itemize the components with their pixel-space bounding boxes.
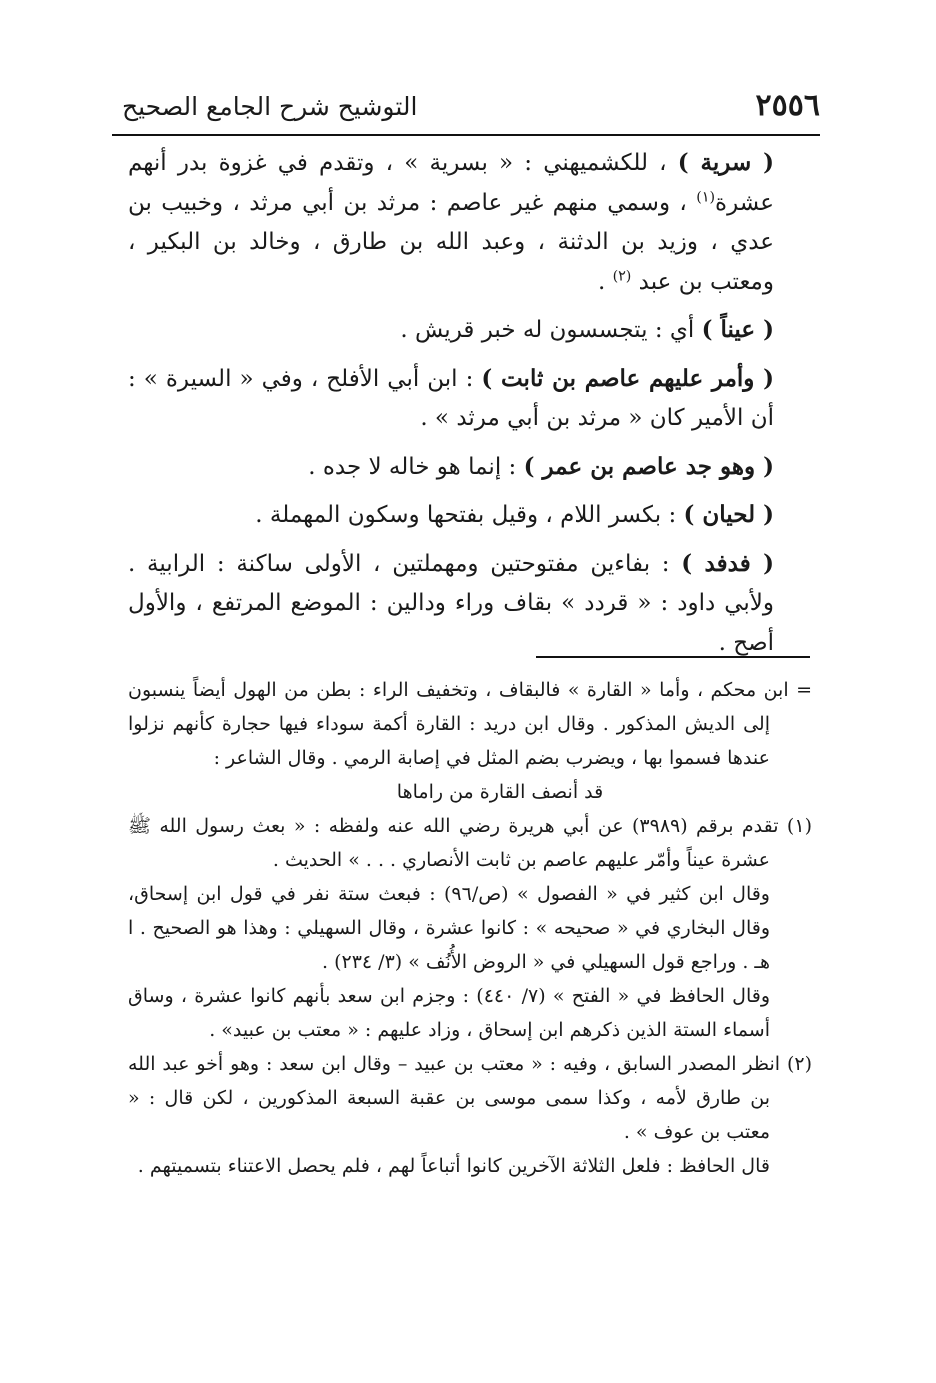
paragraph-jadd: ( وهو جد عاصم بن عمر ) : إنما هو خاله لا جده . xyxy=(308,452,774,480)
header-rule xyxy=(112,134,820,136)
footnote-ref-2: (٢) xyxy=(612,267,632,284)
footnote-1: (١) تقدم برقم (٣٩٨٩) عن أبي هريرة رضي الله عنه ولفظه : « بعث رسول الله ﷺ عشرة عيناً وأمّر عليهم عاصم بن ثابت الأنصاري . . . » الحديث . xyxy=(128,815,812,871)
term: ( وهو جد عاصم بن عمر ) xyxy=(523,452,774,480)
footnotes xyxy=(128,673,812,1183)
footnote-verse: قد أنصف القارة من راماها xyxy=(396,781,604,803)
term: ( سرية ) xyxy=(677,149,774,176)
paragraph-aynan: ( عيناً ) أي : يتجسسون له خبر قريش . xyxy=(400,316,774,343)
paragraph-fadfad: ( فدفد ) : بفاءين مفتوحتين ومهملتين ، الأولى ساكنة : الرابية . ولأبي داود : « قردد » بقاف وراء ودالين : الموضع المرتفع ، والأول أصح . xyxy=(128,549,774,656)
footnote-2-para-2: قال الحافظ : فلعل الثلاثة الآخرين كانوا أتباعاً لهم ، فلم يحصل الاعتناء بتسميتهم . xyxy=(137,1155,770,1177)
paragraph-lihyan: ( لحيان ) : بكسر اللام ، وقيل بفتحها وسكون المهملة . xyxy=(255,501,774,528)
footnote-ref-1: (١) xyxy=(696,188,716,205)
main-text xyxy=(128,143,812,671)
footnote-1-para-3: وقال الحافظ في « الفتح » (٧/ ٤٤٠) : وجزم ابن سعد بأنهم كانوا عشرة ، وساق أسماء الستة الذين ذكرهم ابن إسحاق ، وزاد عليهم : « معتب بن عبيد» . xyxy=(128,985,770,1041)
footnote-1-para-2: وقال ابن كثير في « الفصول » (ص/٩٦) : فبعث ستة نفر في قول ابن إسحاق، وقال البخاري في « صحيحه » : كانوا عشرة ، وقال السهيلي : وهذا هو الصحيح . ا هـ . وراجع قول السهيلي في « الروض الأُنُف » (٣/ ٢٣٤) . xyxy=(128,883,770,973)
term: ( وأمر عليهم عاصم بن ثابت ) xyxy=(481,364,774,392)
paragraph-amir: ( وأمر عليهم عاصم بن ثابت ) : ابن أبي الأفلح ، وفي « السيرة » : أن الأمير كان « مرثد بن أبي مرثد » . xyxy=(128,364,774,431)
page-header xyxy=(112,82,822,134)
term: ( لحيان ) xyxy=(683,501,774,528)
term: ( عيناً ) xyxy=(701,316,774,343)
running-title: التوشيح شرح الجامع الصحيح xyxy=(122,92,418,121)
paragraph-sariyya: ( سرية ) ، للكشميهني : « بسرية » ، وتقدم في غزوة بدر أنهم عشرة$^{(١)}$ ، وسمي منهم غير عاصم : مرثد بن أبي مرثد ، وخبيب بن عدي ، وزيد بن الدثنة ، وعبد الله بن طارق ، وخالد بن البكير ، ومعتب بن عبد $^{(٢)}$ . xyxy=(128,149,774,295)
footnote-2: (٢) انظر المصدر السابق ، وفيه : « معتب بن عبيد – وقال ابن سعد : وهو أخو عبد الله بن طارق لأمه ، وكذا سمى موسى بن عقبة السبعة المذكورين ، لكن قال : « معتب بن عوف » . xyxy=(128,1053,812,1143)
term: ( فدفد ) xyxy=(681,549,774,577)
footnote-continuation: = ابن محكم ، وأما « القارة » فالبقاف ، وتخفيف الراء : بطن من الهول أيضاً ينسبون إلى الديش المذكور . وقال ابن دريد : القارة أكمة سوداء فيها حجارة كأنهم نزلوا عندها فسموا بها ، ويضرب بضم المثل في إصابة الرمي . وقال الشاعر : xyxy=(128,679,812,769)
footnote-separator xyxy=(536,656,810,658)
page-number: ٢٥٥٦ xyxy=(755,88,820,123)
